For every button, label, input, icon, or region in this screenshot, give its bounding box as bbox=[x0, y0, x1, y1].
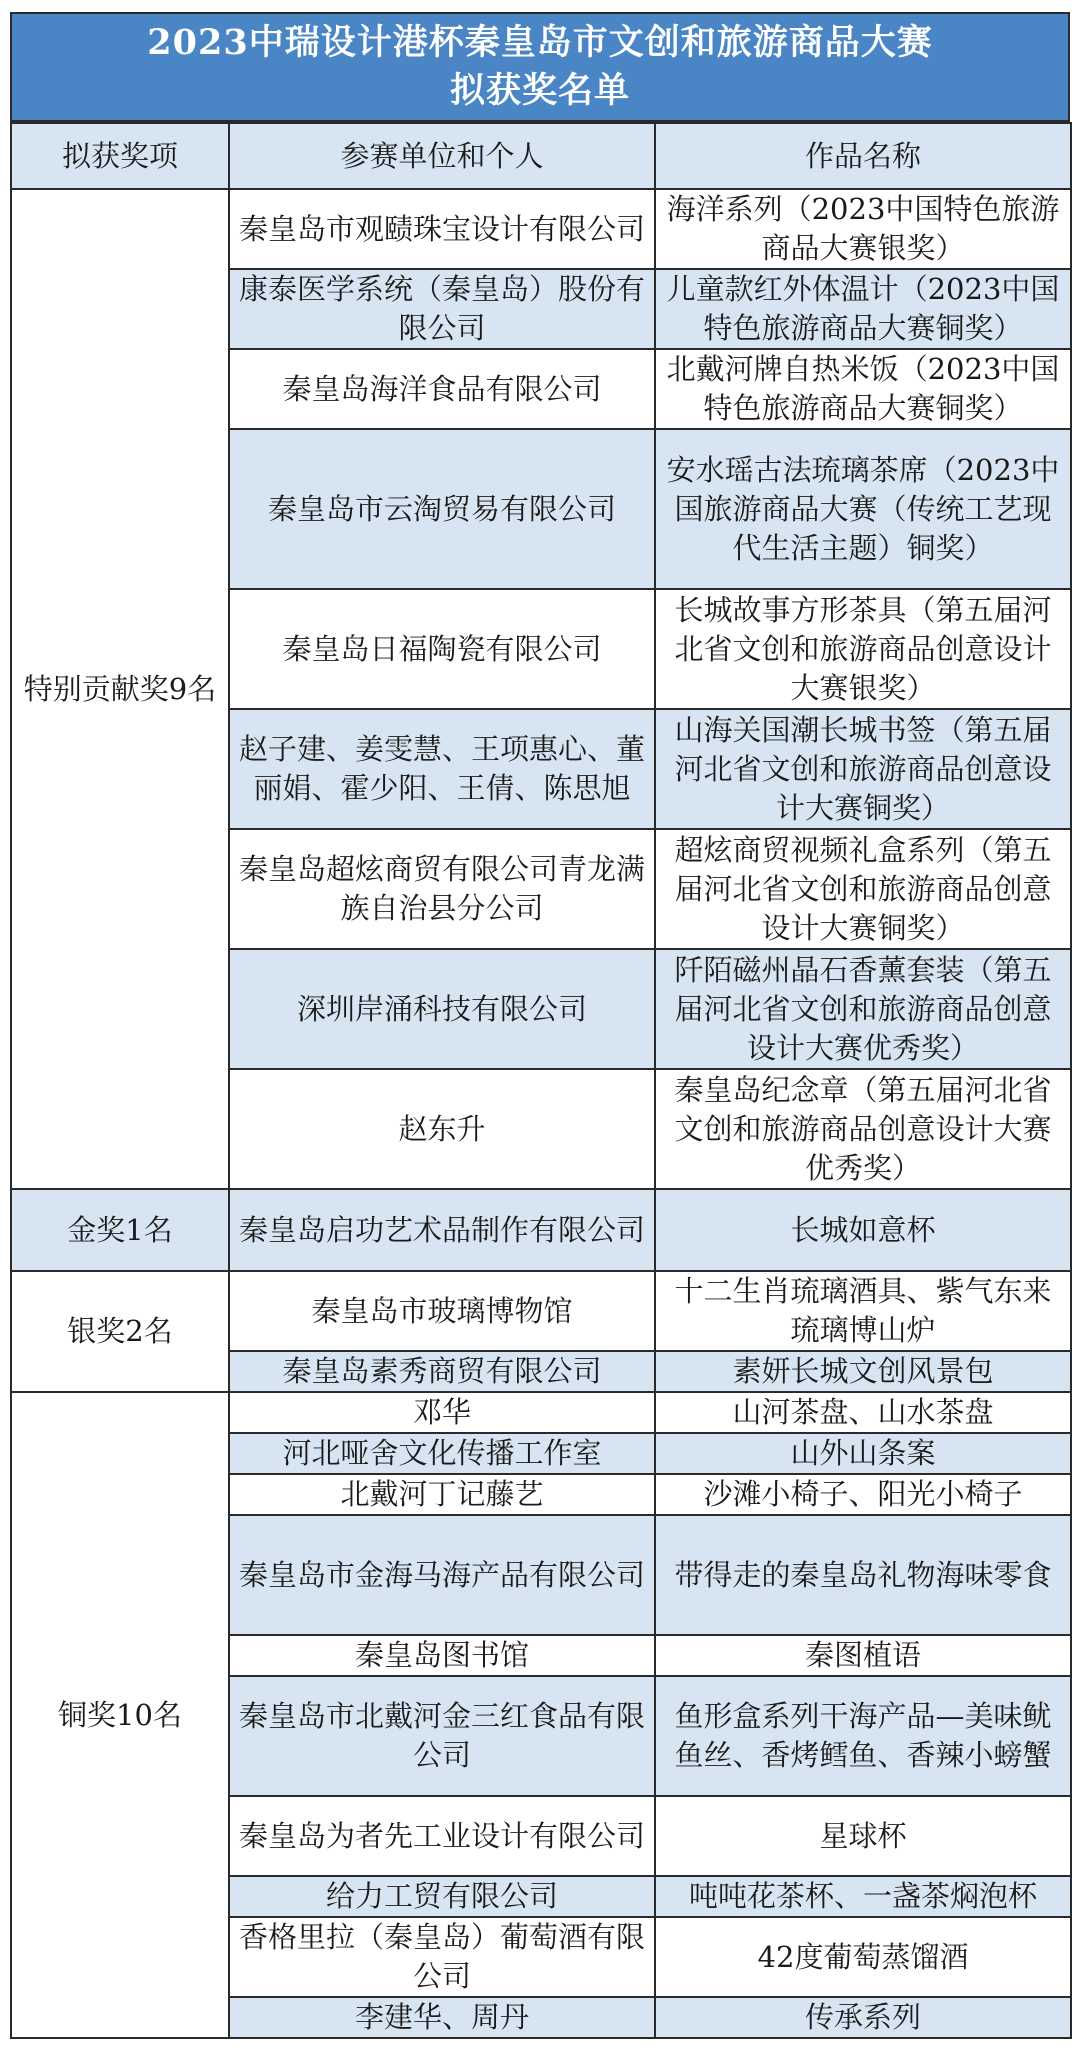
table-header-row bbox=[11, 123, 1071, 189]
work-cell: 带得走的秦皇岛礼物海味零食 bbox=[655, 1515, 1071, 1635]
unit-cell: 深圳岸涌科技有限公司 bbox=[229, 949, 655, 1069]
work-cell: 儿童款红外体温计（2023中国特色旅游商品大赛铜奖） bbox=[655, 269, 1071, 349]
category-special: 特别贡献奖9名 bbox=[11, 189, 229, 1189]
header-unit: 参赛单位和个人 bbox=[229, 123, 655, 189]
title-line-1: 2023中瑞设计港杯秦皇岛市文创和旅游商品大赛 bbox=[147, 22, 933, 63]
unit-cell: 秦皇岛市金海马海产品有限公司 bbox=[229, 1515, 655, 1635]
unit-cell: 秦皇岛为者先工业设计有限公司 bbox=[229, 1796, 655, 1876]
unit-cell: 康泰医学系统（秦皇岛）股份有限公司 bbox=[229, 269, 655, 349]
unit-cell: 秦皇岛图书馆 bbox=[229, 1635, 655, 1676]
work-cell: 吨吨花茶杯、一盏茶焖泡杯 bbox=[655, 1876, 1071, 1917]
unit-cell: 李建华、周丹 bbox=[229, 1997, 655, 2038]
table-row bbox=[11, 1392, 1071, 1433]
award-table bbox=[10, 122, 1072, 2039]
header-award: 拟获奖项 bbox=[11, 123, 229, 189]
work-cell: 安水瑶古法琉璃茶席（2023中国旅游商品大赛（传统工艺现代生活主题）铜奖） bbox=[655, 429, 1071, 589]
title-banner bbox=[10, 12, 1070, 122]
work-cell: 海洋系列（2023中国特色旅游商品大赛银奖） bbox=[655, 189, 1071, 269]
unit-cell: 秦皇岛市观赜珠宝设计有限公司 bbox=[229, 189, 655, 269]
work-cell: 鱼形盒系列干海产品—美味鱿鱼丝、香烤鳕鱼、香辣小螃蟹 bbox=[655, 1676, 1071, 1796]
work-cell: 传承系列 bbox=[655, 1997, 1071, 2038]
header-work: 作品名称 bbox=[655, 123, 1071, 189]
category-gold: 金奖1名 bbox=[11, 1189, 229, 1271]
work-cell: 长城故事方形茶具（第五届河北省文创和旅游商品创意设计大赛银奖） bbox=[655, 589, 1071, 709]
unit-cell: 秦皇岛日福陶瓷有限公司 bbox=[229, 589, 655, 709]
unit-cell: 香格里拉（秦皇岛）葡萄酒有限公司 bbox=[229, 1917, 655, 1997]
unit-cell: 秦皇岛市云淘贸易有限公司 bbox=[229, 429, 655, 589]
work-cell: 阡陌磁州晶石香薰套装（第五届河北省文创和旅游商品创意设计大赛优秀奖） bbox=[655, 949, 1071, 1069]
unit-cell: 秦皇岛超炫商贸有限公司青龙满族自治县分公司 bbox=[229, 829, 655, 949]
work-cell: 山海关国潮长城书签（第五届河北省文创和旅游商品创意设计大赛铜奖） bbox=[655, 709, 1071, 829]
unit-cell: 邓华 bbox=[229, 1392, 655, 1433]
unit-cell: 河北哑舍文化传播工作室 bbox=[229, 1433, 655, 1474]
title-line-2: 拟获奖名单 bbox=[449, 70, 630, 111]
work-cell: 十二生肖琉璃酒具、紫气东来琉璃博山炉 bbox=[655, 1271, 1071, 1351]
table-row bbox=[11, 1189, 1071, 1271]
unit-cell: 赵东升 bbox=[229, 1069, 655, 1189]
unit-cell: 秦皇岛市北戴河金三红食品有限公司 bbox=[229, 1676, 655, 1796]
unit-cell: 赵子建、姜雯慧、王项惠心、董丽娟、霍少阳、王倩、陈思旭 bbox=[229, 709, 655, 829]
unit-cell: 给力工贸有限公司 bbox=[229, 1876, 655, 1917]
work-cell: 山河茶盘、山水茶盘 bbox=[655, 1392, 1071, 1433]
work-cell: 长城如意杯 bbox=[655, 1189, 1071, 1271]
unit-cell: 秦皇岛启功艺术品制作有限公司 bbox=[229, 1189, 655, 1271]
work-cell: 秦皇岛纪念章（第五届河北省文创和旅游商品创意设计大赛优秀奖） bbox=[655, 1069, 1071, 1189]
table-row bbox=[11, 1271, 1071, 1351]
work-cell: 超炫商贸视频礼盒系列（第五届河北省文创和旅游商品创意设计大赛铜奖） bbox=[655, 829, 1071, 949]
unit-cell: 北戴河丁记藤艺 bbox=[229, 1474, 655, 1515]
work-cell: 42度葡萄蒸馏酒 bbox=[655, 1917, 1071, 1997]
category-bronze: 铜奖10名 bbox=[11, 1392, 229, 2038]
work-cell: 山外山条案 bbox=[655, 1433, 1071, 1474]
category-silver: 银奖2名 bbox=[11, 1271, 229, 1392]
unit-cell: 秦皇岛市玻璃博物馆 bbox=[229, 1271, 655, 1351]
work-cell: 星球杯 bbox=[655, 1796, 1071, 1876]
work-cell: 沙滩小椅子、阳光小椅子 bbox=[655, 1474, 1071, 1515]
unit-cell: 秦皇岛素秀商贸有限公司 bbox=[229, 1351, 655, 1392]
work-cell: 秦图植语 bbox=[655, 1635, 1071, 1676]
work-cell: 素妍长城文创风景包 bbox=[655, 1351, 1071, 1392]
work-cell: 北戴河牌自热米饭（2023中国特色旅游商品大赛铜奖） bbox=[655, 349, 1071, 429]
unit-cell: 秦皇岛海洋食品有限公司 bbox=[229, 349, 655, 429]
table-row bbox=[11, 189, 1071, 269]
